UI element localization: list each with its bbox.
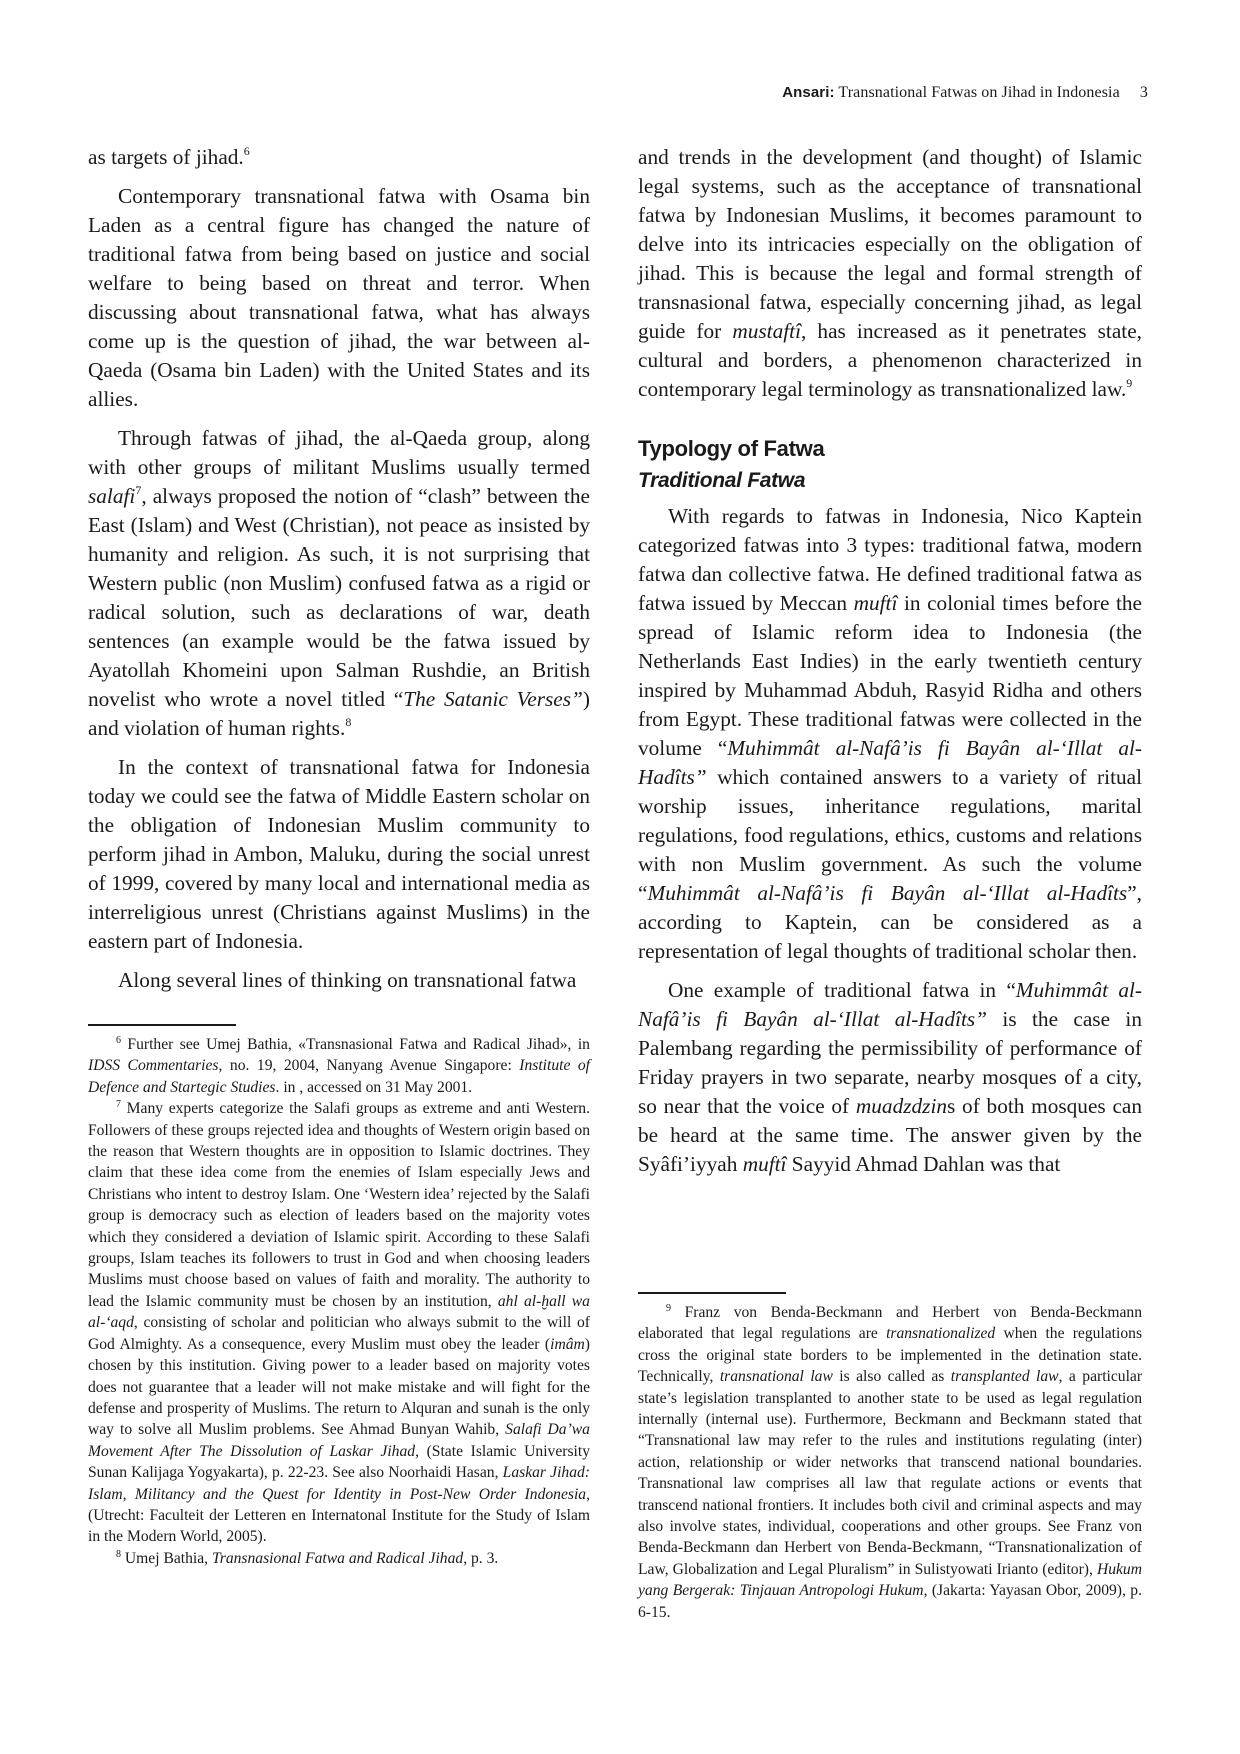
paragraph: In the context of transnational fatwa for Indonesia today we could see the fatwa of Middle Eastern scholar on the obligation of Indonesian Muslim community to perform jihad in Ambon, Maluku, during the social unrest of 1999, covered by many local and international media as interreligious unrest (Christians against Muslims) in the eastern part of Indonesia. — [88, 755, 590, 953]
right-footnotes — [638, 1302, 1142, 1623]
paragraph: Contemporary transnational fatwa with Osama bin Laden as a central figure has changed the nature of traditional fatwa from being based on justice and social welfare to being based on threat and terror. When discussing about transnational fatwa, what has always come up is the question of jihad, the war between al-Qaeda (Osama bin Laden) with the United States and its allies. — [88, 184, 590, 411]
footnote-ref-8[interactable]: 8 — [345, 715, 352, 729]
page-number: 3 — [1139, 84, 1148, 101]
footnote-rule — [88, 1024, 236, 1026]
running-header — [782, 84, 1148, 102]
paragraph: Along several lines of thinking on transnational fatwa — [118, 968, 577, 992]
footnote-6: $^6$ Further see Umej Bathia, «Transnasional Fatwa and Radical Jihad», in IDSS Commentaries, no. 19, 2004, Nanyang Avenue Singapore: Institute of Defence and Startegic Studies. in , accessed on 31 May 2001. — [88, 1035, 591, 1096]
subsection-heading: Traditional Fatwa — [638, 469, 806, 492]
paragraph-continuation: and trends in the development (and thought) of Islamic legal systems, such as the acceptance of transnational fatwa by Indonesian Muslims, it becomes paramount to delve into its intricacies especially on the obligation of jihad. This is because the legal and formal strength of transnasional fatwa, especially concerning jihad, as legal guide for mustaftî, has increased as it penetrates state, cultural and borders, a phenomenon characterized in contemporary legal terminology as transnationalized law.$^9$ — [638, 145, 1142, 401]
footnote-ref-9[interactable]: 9 — [1126, 376, 1133, 390]
footnote-7: $^7$ Many experts categorize the Salafi groups as extreme and anti Western. Followers of these groups rejected idea and thoughts of Western origin based on the reason that Western thoughts are in opposition to Islamic doctrines. They claim that these idea come from the enemies of Islam especially Jews and Christians who intent to destroy Islam. One ‘Western idea’ rejected by the Salafi group is democracy such as election of leaders based on the majority votes which they considered a deviation of Islamic spirit. According to these Salafi groups, Islam teaches its followers to trust in God and when choosing leaders Muslims must choose based on values of faith and morality. The authority to lead the Islamic community must be chosen by an institution, ahl al-ḫall wa al-‘aqd, consisting of scholar and politician who always submit to the will of God Almighty. As a consequence, every Muslim must obey the leader (imâm) chosen by this institution. Giving power to a leader based on majority votes does not guarantee that a leader will not make mistake and will fight for the defense and prosperity of Muslims. The return to Alquran and sunah is the only way to solve all Muslim problems. See Ahmad Bunyan Wahib, Salafi Da’wa Movement After The Dissolution of Laskar Jihad, (State Islamic University Sunan Kalijaga Yogyakarta), p. 22-23. See also Noorhaidi Hasan, Laskar Jihad: Islam, Militancy and the Quest for Identity in Post-New Order Indonesia, (Utrecht: Faculteit der Letteren en Internatonal Institute for the Study of Islam in the Modern World, 2005). — [88, 1099, 591, 1546]
header-author: Ansari: — [782, 84, 835, 101]
header-title: Transnational Fatwas on Jihad in Indonesia — [838, 84, 1120, 101]
paragraph: One example of traditional fatwa in “Muhimmât al-Nafâ’is fi Bayân al-‘Illat al-Hadîts” is the case in Palembang regarding the permissibility of performance of Friday prayers in two separate, nearby mosques of a city, so near that the voice of muadzdzins of both mosques can be heard at the same time. The answer given by the Syâfi’iyyah muftî Sayyid Ahmad Dahlan was that — [638, 978, 1142, 1176]
paragraph: With regards to fatwas in Indonesia, Nico Kaptein categorized fatwas into 3 types: traditional fatwa, modern fatwa dan collective fatwa. He defined traditional fatwa as fatwa issued by Meccan muftî in colonial times before the spread of Islamic reform idea to Indonesia (the Netherlands East Indies) in the early twentieth century inspired by Muhammad Abduh, Rasyid Ridha and others from Egypt. These traditional fatwas were collected in the volume “Muhimmât al-Nafâ’is fi Bayân al-‘Illat al-Hadîts” which contained answers to a variety of ritual worship issues, inheritance regulations, marital regulations, food regulations, ethics, customs and relations with non Muslim government. As such the volume “Muhimmât al-Nafâ’is fi Bayân al-‘Illat al-Hadîts”, according to Kaptein, can be considered as a representation of legal thoughts of traditional scholar then. — [638, 504, 1142, 963]
section-heading: Typology of Fatwa — [638, 436, 825, 461]
left-column — [88, 143, 590, 995]
footnote-9: $^9$ Franz von Benda-Beckmann and Herbert von Benda-Beckmann elaborated that legal regulations are transnationalized when the regulations cross the original state borders to be implemented in the detination state. Technically, transnational law is also called as transplanted law, a particular state’s legislation transplanted to another state to be used as legal regulation internally (internal use). Furthermore, Beckmann and Beckmann stated that “Transnational law may refer to the rules and institutions regulating (inter) action, relationship or wider networks that transcend national boundaries. Transnational law comprises all law that regulate actions or events that transcend national frontiers. It includes both civil and criminal aspects and may also involve states, individual, cooperations and other groups. See Franz von Benda-Beckmann dan Herbert von Benda-Beckmann, “Transnationalization of Law, Globalization and Legal Pluralism” in Sulistyowati Irianto (editor), Hukum yang Bergerak: Tinjauan Antropologi Hukum, (Jakarta: Yayasan Obor, 2009), p. 6-15. — [638, 1303, 1143, 1621]
footnote-ref-7[interactable]: 7 — [135, 483, 142, 497]
footnote-ref-6[interactable]: 6 — [243, 144, 250, 158]
footnote-8: $^8$ Umej Bathia, Transnasional Fatwa and Radical Jihad, p. 3. — [116, 1548, 499, 1567]
paragraph-continuation: as targets of jihad.$^6$ — [88, 144, 250, 169]
right-column — [638, 143, 1142, 1179]
left-footnotes — [88, 1034, 590, 1569]
footnote-rule — [638, 1292, 786, 1294]
paragraph: Through fatwas of jihad, the al-Qaeda group, along with other groups of militant Muslims usually termed salafi$^7$, always proposed the notion of “clash” between the East (Islam) and West (Christian), not peace as insisted by humanity and religion. As such, it is not surprising that Western public (non Muslim) confused fatwa as a rigid or radical solution, such as declarations of war, death sentences (an example would be the fatwa issued by Ayatollah Khomeini upon Salman Rushdie, an British novelist who wrote a novel titled “The Satanic Verses”) and violation of human rights.$^8$ — [88, 426, 590, 740]
